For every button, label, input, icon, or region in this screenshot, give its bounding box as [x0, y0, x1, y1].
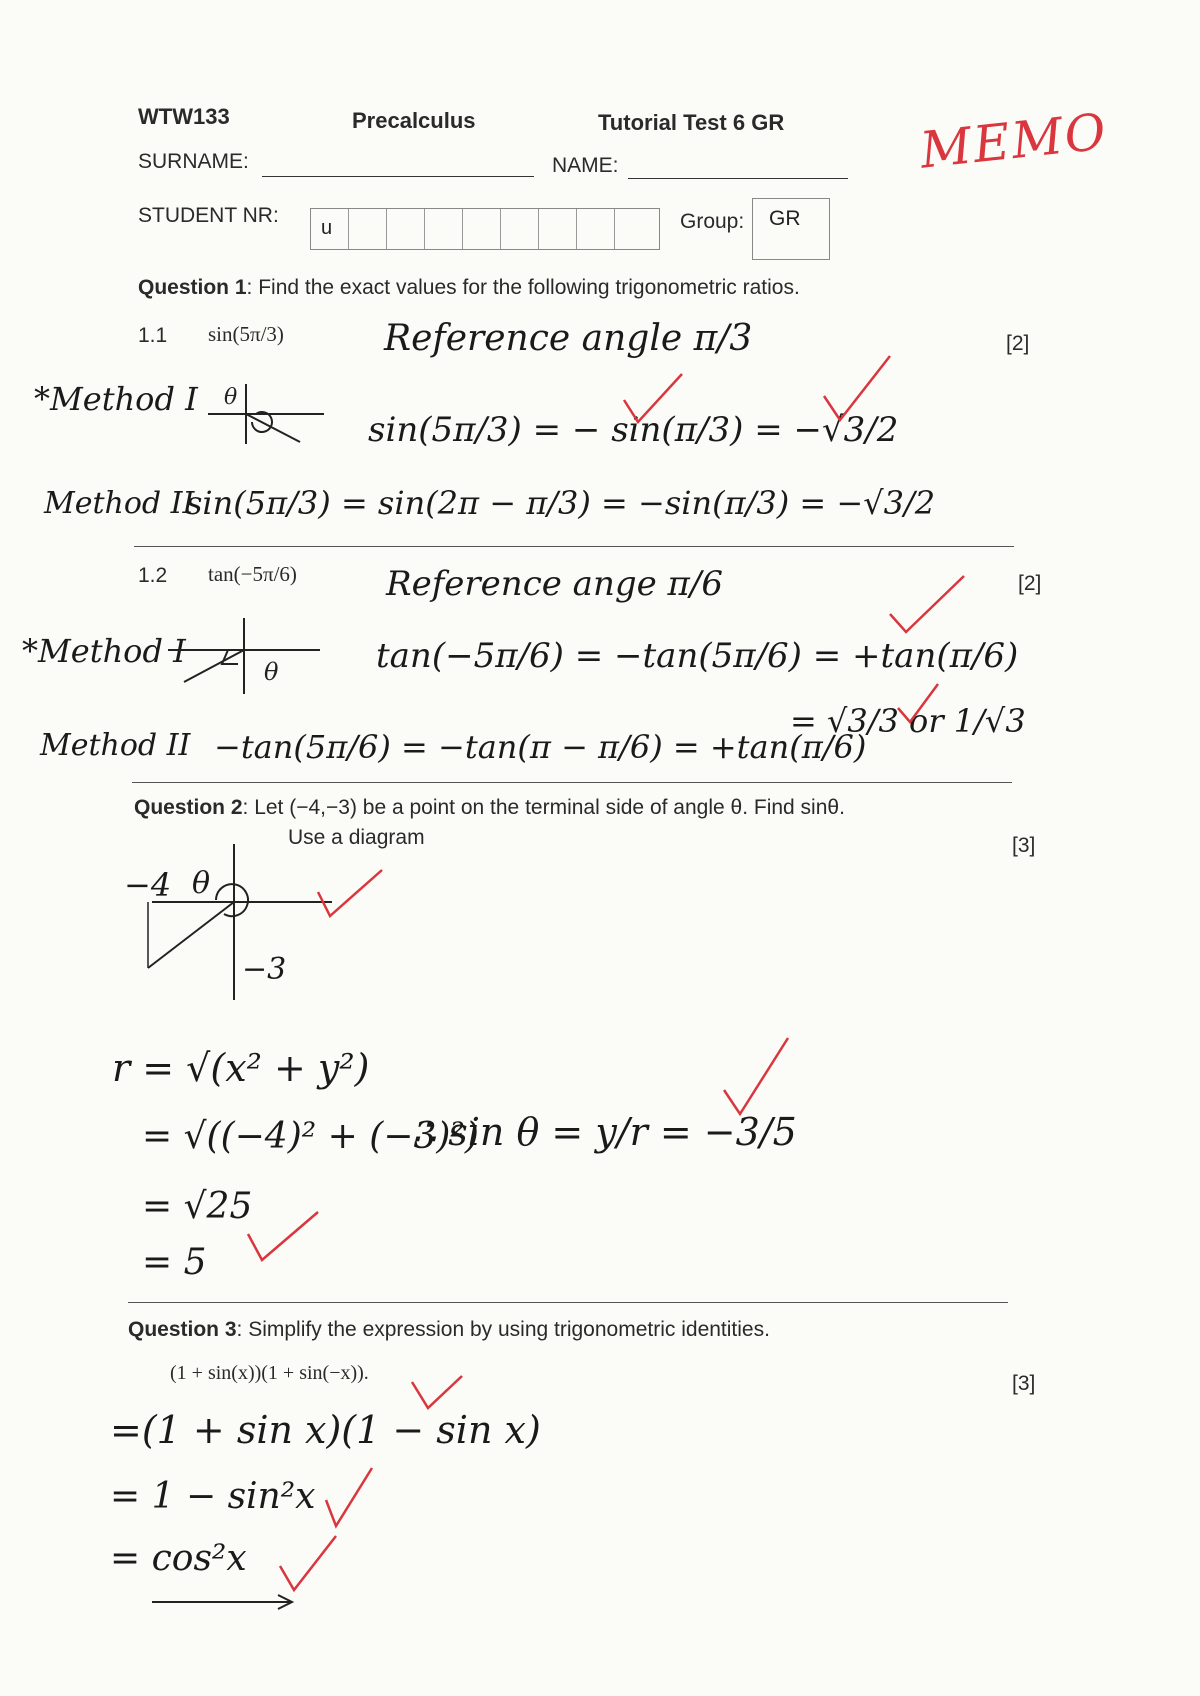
group-value: GR	[769, 207, 801, 230]
q2-answer: ∴ sin θ = y/r = −3/5	[412, 1110, 797, 1154]
q1-2-marks: [2]	[1018, 572, 1042, 595]
q2-work-line-3: = √25	[142, 1186, 253, 1227]
q2-work-line-2: = √((−4)² + (−3)²)	[142, 1116, 479, 1157]
q1-label: Question 1	[138, 276, 247, 299]
divider-3	[128, 1302, 1008, 1303]
q1-2-reference-angle: Reference ange π/6	[386, 564, 723, 604]
q2-red-ticks	[240, 1034, 800, 1274]
test-title: Tutorial Test 6 GR	[598, 110, 785, 135]
q1-1-number: 1.1	[138, 324, 168, 347]
q2-subtext: Use a diagram	[288, 826, 425, 849]
q2-text: : Let (−4,−3) be a point on the terminal side of angle θ. Find sinθ.	[242, 796, 845, 819]
q3-work-line-3: = cos²x	[110, 1538, 247, 1579]
q1-1-angle-sketch	[200, 378, 330, 448]
surname-field[interactable]	[262, 176, 534, 177]
q1-1-red-ticks	[620, 350, 900, 470]
q2-diagram-theta: θ	[192, 866, 211, 901]
q3-work-line-1: =(1 + sin x)(1 − sin x)	[110, 1408, 541, 1452]
q1-2-angle-sketch	[164, 616, 324, 696]
name-label: NAME:	[552, 154, 619, 177]
q2-marks: [3]	[1012, 834, 1036, 857]
course-code: WTW133	[138, 104, 230, 129]
student-nr-prefix: u	[321, 217, 333, 239]
q1-1-method2-work: sin(5π/3) = sin(2π − π/3) = −sin(π/3) = −√3/2	[186, 484, 936, 522]
q1-text: : Find the exact values for the following trigonometric ratios.	[246, 276, 800, 299]
course-name: Precalculus	[352, 108, 476, 133]
svg-text:θ: θ	[264, 658, 279, 686]
q3-label: Question 3	[128, 1318, 237, 1341]
divider-2	[132, 782, 1012, 783]
q2-work-line-1: r = √(x² + y²)	[112, 1046, 370, 1090]
name-field[interactable]	[628, 178, 848, 179]
q1-prompt	[138, 276, 800, 300]
q1-2-method1-work: tan(−5π/6) = −tan(5π/6) = +tan(π/6)	[376, 636, 1019, 676]
svg-text:θ: θ	[224, 385, 238, 410]
q1-2-expression: tan(−5π/6)	[208, 562, 297, 586]
q3-prompt	[128, 1318, 770, 1342]
group-label: Group:	[680, 210, 745, 233]
divider-1	[134, 546, 1014, 547]
memo-stamp: MEMO	[917, 102, 1111, 180]
q3-expression: (1 + sin(x))(1 + sin(−x)).	[170, 1362, 369, 1384]
q1-1-method1-work: sin(5π/3) = − sin(π/3) = −√3/2	[368, 410, 899, 450]
q2-label: Question 2	[134, 796, 243, 819]
q3-red-ticks	[150, 1370, 480, 1630]
surname-label: SURNAME:	[138, 150, 249, 173]
student-nr-label: STUDENT NR:	[138, 204, 279, 227]
q1-2-method2-work: −tan(5π/6) = −tan(π − π/6) = +tan(π/6)	[214, 728, 867, 766]
q1-1-method1-label: *Method I	[34, 380, 198, 418]
student-nr-boxes[interactable]	[310, 208, 660, 250]
q2-diagram-tick	[316, 868, 386, 924]
q1-1-marks: [2]	[1006, 332, 1030, 355]
q2-diagram-x-label: −4	[124, 866, 172, 904]
q1-1-expression: sin(5π/3)	[208, 322, 284, 346]
q2-diagram-y-label: −3	[242, 952, 287, 987]
q3-continue-arrow	[150, 1592, 300, 1612]
q1-2-method1-label: *Method I	[22, 632, 186, 670]
q1-2-number: 1.2	[138, 564, 168, 587]
q1-1-method2-label: Method II	[44, 486, 195, 521]
q1-2-red-ticks	[880, 570, 1000, 730]
q1-2-method2-label: Method II	[40, 728, 191, 763]
q3-text: : Simplify the expression by using trigonometric identities.	[236, 1318, 770, 1341]
q1-1-reference-angle: Reference angle π/3	[384, 318, 753, 359]
q2-work-line-4: = 5	[142, 1242, 207, 1283]
q3-marks: [3]	[1012, 1372, 1036, 1395]
group-box[interactable]	[752, 198, 830, 260]
q2-prompt	[134, 796, 845, 820]
q3-work-line-2: = 1 − sin²x	[110, 1476, 316, 1517]
q1-2-result: = √3/3 or 1/√3	[790, 702, 1026, 740]
